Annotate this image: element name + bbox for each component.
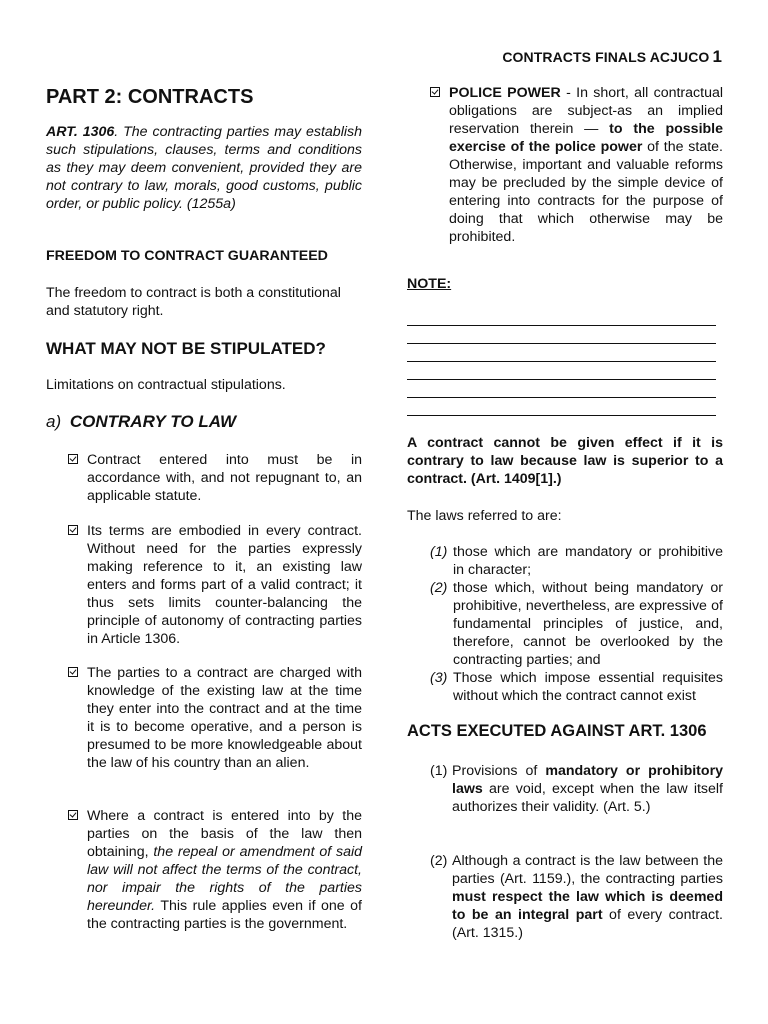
- note-label: NOTE:: [407, 276, 452, 292]
- bullet4-part-b: the repeal or amendment of said law will not affect the terms of the contract, nor impair the rights of the parties hereunder.: [87, 844, 362, 914]
- bullet-text: [87, 807, 362, 933]
- act2-part-b: must respect the law which is deemed to be an integral part: [452, 889, 723, 923]
- freedom-text: The freedom to contract is both a constitutional and statutory right.: [46, 285, 341, 319]
- law-text: those which, without being mandatory or prohibitive, nevertheless, are expressive of fundamental principles of justice, and, therefore, cannot be overlooked by the contracting parties; and: [453, 580, 723, 668]
- police-label: POLICE POWER: [449, 85, 561, 101]
- laws-intro: The laws referred to are:: [407, 508, 562, 524]
- bullet-item: [68, 807, 362, 933]
- act-text: [452, 762, 723, 816]
- page-header: [502, 47, 722, 67]
- law-item: [430, 543, 723, 579]
- bullet-item: [68, 451, 362, 505]
- police-text-b: to the possible exercise of the police power: [449, 121, 724, 155]
- act1-part-c: are void, except when the law itself authorizes their validity. (Art. 5.): [452, 781, 723, 815]
- contrary-heading-row: [46, 412, 236, 432]
- acts-heading: ACTS EXECUTED AGAINST ART. 1306: [407, 722, 707, 740]
- limitations-text: Limitations on contractual stipulations.: [46, 377, 286, 393]
- note-line: [407, 343, 716, 344]
- law-item: [430, 669, 723, 705]
- page-number: 1: [712, 47, 722, 66]
- art-label: ART. 1306: [46, 124, 115, 140]
- header-title: CONTRACTS FINALS ACJUCO: [502, 49, 710, 65]
- art-1306-paragraph: [46, 123, 362, 213]
- act1-part-b: mandatory or prohibitory laws: [452, 763, 723, 797]
- act2-part-c: of every contract. (Art. 1315.): [452, 907, 723, 941]
- act1-part-a: Provisions of: [452, 763, 546, 779]
- police-text-c: of the state. Otherwise, important and valuable reforms may be precluded by the simple device of entering into contracts for the purpose of doing that which otherwise may be prohibited.: [449, 139, 723, 245]
- act-number: (2): [430, 853, 448, 869]
- act2-part-a: Although a contract is the law between the parties (Art. 1159.), the contracting parties: [452, 853, 723, 887]
- note-line: [407, 415, 716, 416]
- law-number: (2): [430, 580, 448, 596]
- law-text: those which are mandatory or prohibitive in character;: [453, 544, 723, 578]
- note-line: [407, 379, 716, 380]
- bullet4-part-a: Where a contract is entered into by the parties on the basis of the law then obtaining,: [87, 808, 362, 860]
- bullet-text: The parties to a contract are charged with knowledge of the existing law at the time they enter into the contract and at the time it is to become operative, and a person is presumed to be more knowledgeable about the law of his country than an alien.: [87, 665, 362, 771]
- act-item: [430, 762, 723, 816]
- act-item: [430, 852, 723, 942]
- bullet-text: Contract entered into must be in accordance with, and not repugnant to, an applicable statute.: [87, 452, 362, 504]
- law-text: Those which impose essential requisites without which the contract cannot exist: [453, 670, 723, 704]
- act-text: [452, 852, 723, 942]
- bullet-text: Its terms are embodied in every contract. Without need for the parties expressly making reference to it, an existing law enters and forms part of a valid contract; it thus sets limits counter-balancing the principle of autonomy of contracting parties in Article 1306.: [87, 523, 362, 647]
- note-line: [407, 397, 716, 398]
- part-title: PART 2: CONTRACTS: [46, 86, 254, 108]
- note-line: [407, 325, 716, 326]
- bullet4-part-c: This rule applies even if one of the contracting parties is the government.: [87, 898, 362, 932]
- checkbox-icon: [68, 454, 78, 464]
- checkbox-icon: [68, 810, 78, 820]
- checkbox-icon: [68, 667, 78, 677]
- note-line: [407, 361, 716, 362]
- not-stipulated-heading: WHAT MAY NOT BE STIPULATED?: [46, 339, 326, 358]
- freedom-heading: FREEDOM TO CONTRACT GUARANTEED: [46, 248, 328, 264]
- act-number: (1): [430, 763, 448, 779]
- police-power-item: [430, 84, 723, 246]
- contrary-prefix: a): [46, 412, 62, 431]
- bullet-item: [68, 664, 362, 772]
- law-number: (1): [430, 544, 448, 560]
- bullet-item: [68, 522, 362, 648]
- checkbox-icon: [430, 87, 440, 97]
- police-power-text: [449, 84, 723, 246]
- police-text-a: - In short, all contractual obligations are subject-as an implied reservation therein —: [449, 85, 724, 137]
- law-number: (3): [430, 670, 448, 686]
- cannot-effect-text: A contract cannot be given effect if it is contrary to law because law is superior to a contract. (Art. 1409[1].): [407, 435, 723, 487]
- contrary-heading: CONTRARY TO LAW: [69, 412, 237, 431]
- art-text: . The contracting parties may establish such stipulations, clauses, terms and conditions as they may deem convenient, provided they are not contrary to law, morals, good customs, public order, or public policy. (1255a): [46, 124, 362, 212]
- checkbox-icon: [68, 525, 78, 535]
- laws-list: [430, 543, 723, 705]
- law-item: [430, 579, 723, 669]
